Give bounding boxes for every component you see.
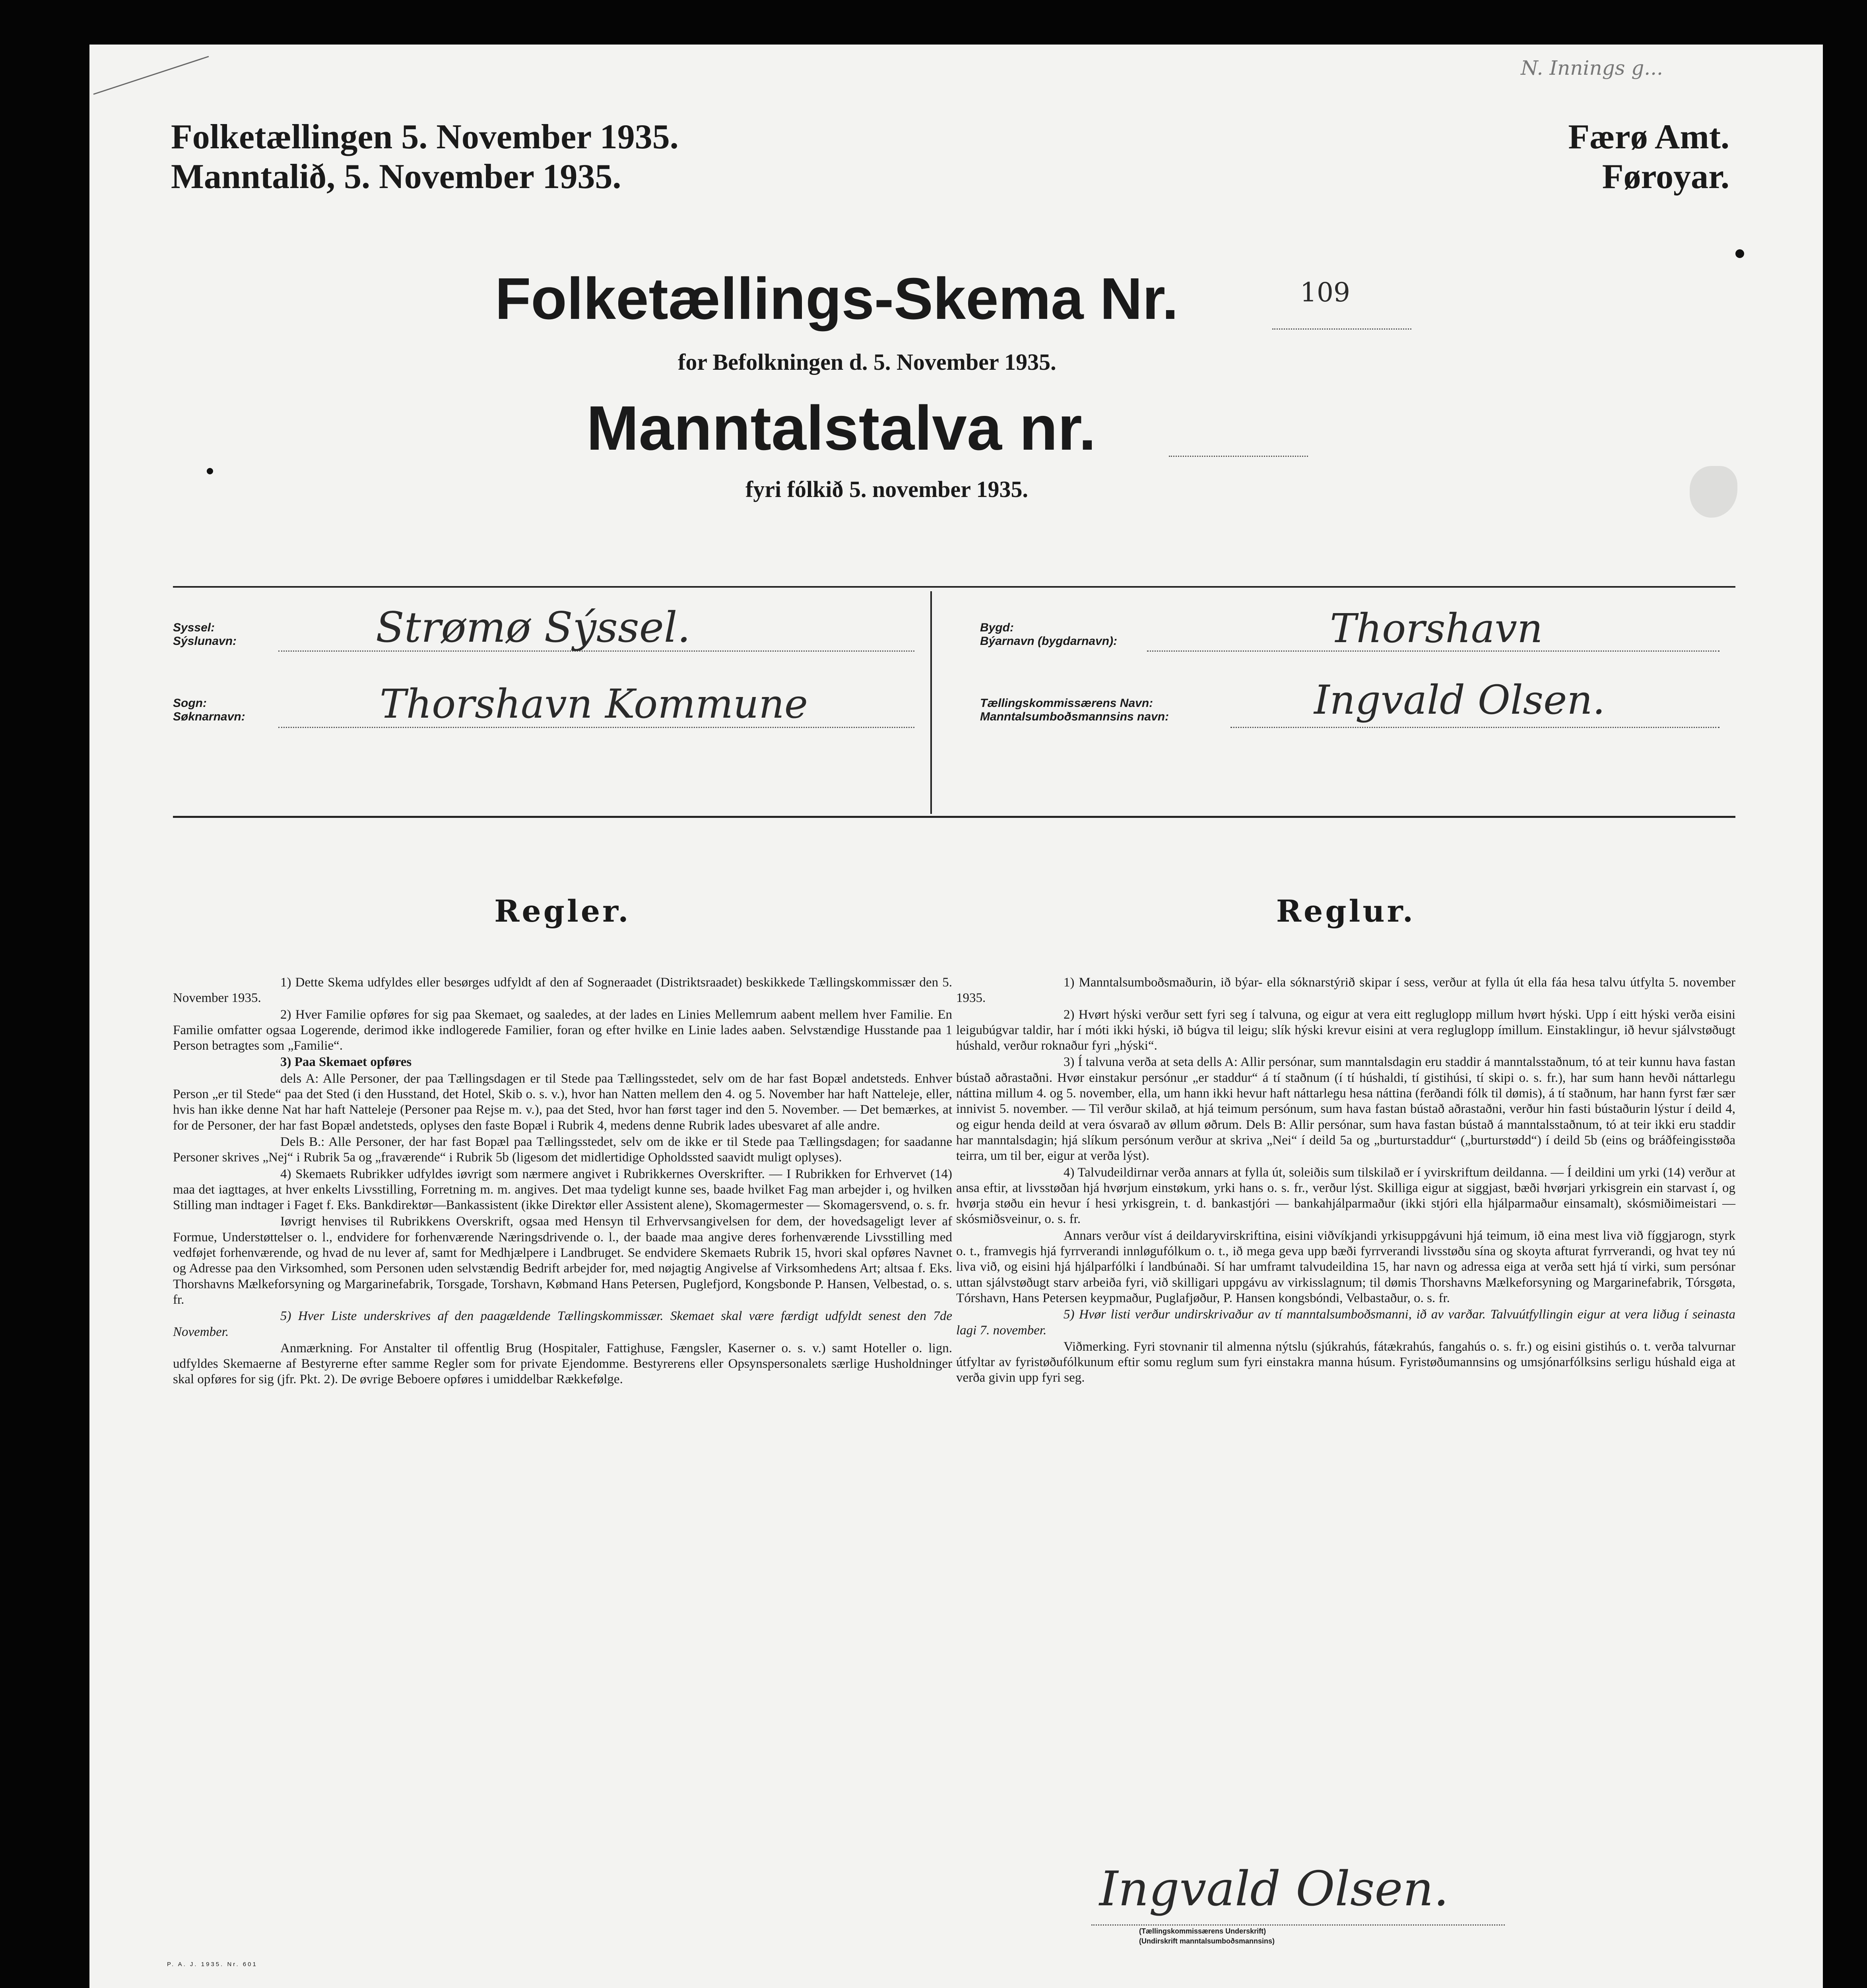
rule-paragraph: 5) Hvør listi verður undirskrivaður av tí manntalsumboðsmanni, ið av varðar. Talvuútfyllingin eigur at vera liðug í seinasta lagi 7. november.	[956, 1307, 1735, 1338]
kommissaer-label: Tællingskommissærens Navn: Manntalsumboðsmannsins navn:	[980, 697, 1169, 723]
rule-paragraph: 4) Talvudeildirnar verða annars at fylla út, soleiðis sum tilskilað er í yvirskriftum deildanna. — Í deildini um yrki (14) verður at ansa eftir, at livsstøðan hjá hvørjum einstøkum, yrki hans o. s. fr., verður lýst. Skilliga eigur at siggjast, bæði hvørjari yrkisgrein ein starvast í, og hvørja støðu ein hevur í hesi yrkisgrein, t. d. bankastjóri — bankahjálparmaður (ikki stjóri ella hjálparmaður einsamalt), skósmiðimeistari — skósmiðsveinur, o. s. fr.	[956, 1165, 1735, 1227]
signature-line	[1091, 1923, 1505, 1926]
fields-divider	[930, 591, 932, 814]
form-subtitle-faroese: fyri fólkið 5. november 1935.	[745, 476, 1028, 502]
rule-paragraph: 3) Paa Skemaet opføres	[280, 1055, 412, 1070]
rules-body-faroese	[956, 975, 1735, 1386]
kommissaer-value: Ingvald Olsen.	[1314, 677, 1605, 723]
rule-paragraph: Dels B.: Alle Personer, der har fast Bopæl paa Tællingsstedet, selv om de ikke er til Stede paa Tællingsdagen; for saadanne Personer skrives „Nej“ i Rubrik 5a og „fraværende“ i Rubrik 5b (ligesom det midlertidige Opholdssted saavidt muligt oplyses).	[173, 1134, 952, 1165]
scan-speck	[1735, 249, 1744, 258]
census-form-page	[89, 45, 1823, 1988]
rule-paragraph: Viðmerking. Fyri stovnanir til almenna nýtslu (sjúkrahús, fátækrahús, fangahús o. s. fr.) og eisini gistihús o. t. verða talvurnar útfyltar av fyristøðufólkunum eftir somu reglum sum fyri einstakra manna húsum. Fyristøðumannsins og umsjónarfólksins serligu húshald eiga at verða givin upp fyri seg.	[956, 1339, 1735, 1385]
header-right-line2: Føroyar.	[1602, 157, 1729, 196]
syssel-label: Syssel: Sýslunavn:	[173, 621, 237, 648]
rule-paragraph: Anmærkning. For Anstalter til offentlig Brug (Hospitaler, Fattighuse, Fængsler, Kaserner o. s. v.) samt Hoteller o. lign. udfyldes Skemaerne af Bestyrerne efter samme Regler som for private Ejendomme. Bestyrerens eller Opsynspersonalets særlige Husholdninger skal opføres for sig (jfr. Pkt. 2). De øvrige Beboere opføres i umiddelbar Rækkefølge.	[173, 1341, 952, 1387]
header-right-line1: Færø Amt.	[1568, 118, 1729, 156]
form-number: 109	[1300, 277, 1350, 308]
rule-paragraph: 2) Hver Familie opføres for sig paa Skemaet, og saaledes, at der lades en Linies Mellemrum aabent mellem hver Familie. En Familie omfatter ogsaa Logerende, derimod ikke indlogerede Familier, foran og efter hvilke en Linie lades aaben. Selvstændige Husstande paa 1 Person betragtes som „Familie“.	[173, 1007, 952, 1053]
fields-top-rule	[173, 586, 1735, 588]
form-subtitle-danish: for Befolkningen d. 5. November 1935.	[678, 349, 1056, 375]
corner-handwritten-note: N. Innings g...	[1521, 56, 1663, 80]
rule-paragraph: dels A: Alle Personer, der paa Tællingsdagen er til Stede paa Tællingsstedet, selv om de har fast Bopæl andetsteds. Enhver Person „er til Stede“ paa det Sted (i den Husstand, det Hotel, Skib o. s. v.), hvor han Natten mellem den 4. og 5. November har haft Natteleje, eller, hvis han ikke denne Nat har haft Natteleje (Personer paa Rejse m. v.), paa det Sted, hvor han først tager ind den 5. November. — Det bemærkes, at for de Personer, der har fast Bopæl andetsteds, oplyses den faste Bopæl i Rubrik 4, medens denne Rubrik lades ubesvaret af alle andre.	[173, 1071, 952, 1133]
rule-paragraph: Annars verður víst á deildaryvirskriftina, eisini viðvíkjandi yrkisuppgávuni hjá teimum, ið eina mest liva við fíggjarogn, styrk o. t., framvegis hjá fyrrverandi innløgufólkum o. t., ið mega geva upp bæði fyrrverandi livsstøðu sína og skoyta afturat fyrrverandi, og hvat tey nú liva við, og eisini hjá hjálparfólki í landbúnaði. Sí har umframt talvudeildina 15, har navn og adressa eiga at verða sett hjá tí virki, sum persónar uttan sjálvstøðugt starv arbeiða fyri, við skilligari uppgávu av virkisslagnum; til dømis Thorshavns Mælkeforsyning og Margarinefabrik, Tórsgøta, Tórshavn, Hans Petersen keypmaður, Puglafjøður, P. Hansen kongsbóndi, Velbastaður, o. s. fr.	[956, 1228, 1735, 1305]
rule-paragraph: 3) Í talvuna verða at seta dells A: Allir persónar, sum manntalsdagin eru staddir á manntalsstaðnum, tó at teir kunnu hava fastan bústað aðrastaðni. Hvør einstakur persónur „er staddur“ á tí staðnum (í tí húshaldi, tí gistihúsi, tí skipi o. s. fr.), har sum hann hevði náttarlegu náttina millum 4. og 5. november, ella, um hann ikki hevur haft náttarlegu hesa náttina (ferðandi fólk til dømis), á tí staðnum, har hann fyrst fær sær innivist 5. november. — Til verður skilað, at hjá teimum persónum, sum hava fastan bústað aðrastaðni, verður hin fasti bústaðurin lýstur í deild 4, og eigur henda deild at vera ósvarað av øllum øðrum. Dels B: Allir persónar, sum hava fastan bústað á manntalsstaðnum, tó at teir ikki eru staddir har manntalsdagin; hjá slíkum persónum verður at skriva „Nei“ í deild 5a og „burturstaddur“ („burturstødd“) í deild 5b (eins og bráðfeingisstøða teirra, um til ber, eigur at verða lýst).	[956, 1055, 1735, 1163]
signature-label-faroese: (Undirskrift manntalsumboðsmannsins)	[1139, 1937, 1275, 1945]
printer-mark: P. A. J. 1935. Nr. 601	[167, 1961, 258, 1968]
form-title-faroese: Manntalstalva nr.	[586, 393, 1096, 463]
syssel-value: Strømø Sýssel.	[376, 603, 691, 652]
rule-paragraph: 1) Dette Skema udfyldes eller besørges udfyldt af den af Sogneraadet (Distriktsraadet) beskikkede Tællingskommissær den 5. November 1935.	[173, 975, 952, 1006]
kommissaer-line	[1230, 725, 1720, 728]
rule-paragraph: 4) Skemaets Rubrikker udfyldes iøvrigt som nærmere angivet i Rubrikkernes Overskrifter. — I Rubrikken for Erhvervet (14) maa det iagttages, at hver enkelts Livsstilling, Forretning m. m. angives. Det maa tydeligt kunne ses, baade hvilket Fag man arbejder i, og hvilken Stilling man indtager i Faget f. Eks. Bankdirektør—Bankassistent (ikke Direktør eller Assistent alene), Skomagermester — Skomagersvend, o. s. fr.	[173, 1167, 952, 1213]
form-title: Folketællings-Skema Nr.	[495, 266, 1178, 332]
rule-paragraph: 2) Hvørt hýski verður sett fyri seg í talvuna, og eigur at vera eitt regluglopp millum hvørt hýski. Upp í eitt hýski verða eisini leigubúgvar taldir, har í móti ikki hýski, ið búgva til leigu; slík hýski krevur eisini at vera regluglopp ímillum. Einstaklingur, ið hevur sjálvstøðugt húshald, verður roknaður fyri „hýski“.	[956, 1007, 1735, 1053]
rules-heading-danish: Regler.	[494, 893, 631, 929]
scan-speck	[207, 468, 213, 474]
rule-paragraph: Iøvrigt henvises til Rubrikkens Overskrift, ogsaa med Hensyn til Erhvervsangivelsen for dem, der hovedsageligt lever af Formue, Understøttelser o. l., endvidere for forhenværende Næringsdrivende o. l., der baade maa angive deres forhenværende Livsstilling med vedføjet forhenværende, og hvad de nu lever af, samt for Medhjælpere i Landbruget. Se endvidere Skemaets Rubrik 15, hvori skal opføres Navnet og Adresse paa den Virksomhed, som Personen uden selvstændig Bedrift arbejder for, med nøjagtig Angivelse af Virksomhedens Art; altsaa f. Eks. Thorshavns Mælkeforsyning og Margarinefabrik, Torsgade, Torshavn, Købmand Hans Petersen, Puglefjord, Kongsbonde P. Hansen, Velbestad, o. s. fr.	[173, 1214, 952, 1307]
signature: Ingvald Olsen.	[1099, 1862, 1449, 1917]
fields-bottom-rule	[173, 816, 1735, 818]
rule-paragraph: 5) Hver Liste underskrives af den paagældende Tællingskommissær. Skemaet skal være færdigt udfyldt senest den 7de November.	[173, 1309, 952, 1339]
form-number-line	[1272, 327, 1411, 330]
form-number-line-faroese	[1169, 454, 1308, 457]
sogn-value: Thorshavn Kommune	[380, 681, 808, 727]
pencil-stroke	[89, 45, 217, 100]
bygd-label: Bygd: Býarnavn (bygdarnavn):	[980, 621, 1118, 648]
bygd-value: Thorshavn	[1330, 605, 1543, 652]
sogn-label: Sogn: Søknarnavn:	[173, 697, 245, 723]
header-left-line1: Folketællingen 5. November 1935.	[171, 118, 679, 156]
rule-paragraph: 1) Manntalsumboðsmaðurin, ið býar- ella sóknarstýrið skipar í sess, verður at fylla út ella fáa hesa talvu útfylta 5. november 1935.	[956, 975, 1735, 1006]
header-left-line2: Manntalið, 5. November 1935.	[171, 157, 621, 196]
scan-smudge	[1690, 466, 1737, 518]
rules-heading-faroese: Reglur.	[1276, 893, 1416, 929]
rules-body-danish	[173, 975, 952, 1388]
signature-label-danish: (Tællingskommissærens Underskrift)	[1139, 1927, 1266, 1935]
